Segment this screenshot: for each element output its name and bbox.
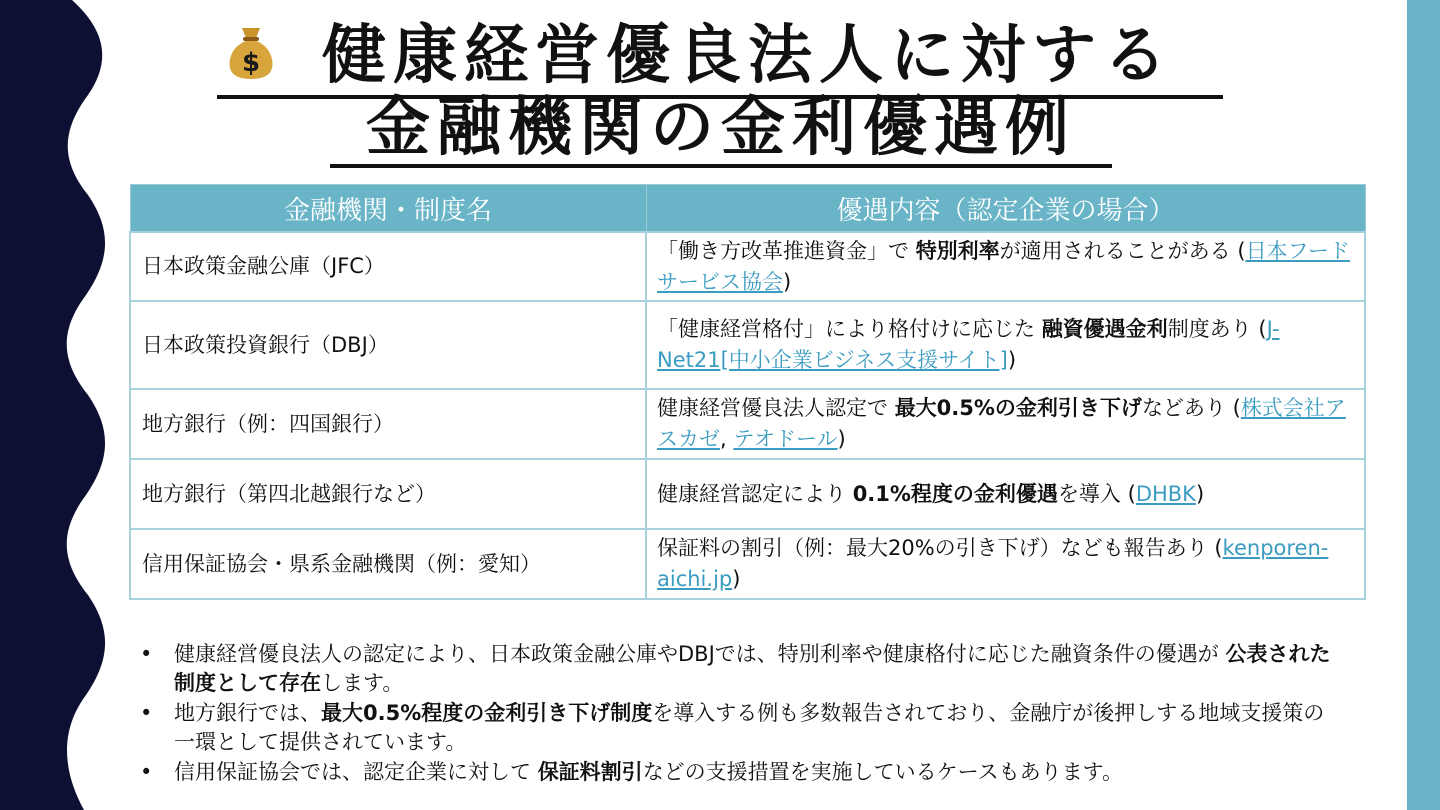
bullet-dot-icon: • xyxy=(140,760,153,784)
right-accent-bar xyxy=(1407,0,1440,810)
text-run: などの支援措置を実施しているケースもあります。 xyxy=(642,760,1123,784)
title-line-2 xyxy=(330,91,1112,168)
benefit-cell xyxy=(646,459,1365,529)
text-run: 信用保証協会では、認定企業に対して xyxy=(174,760,538,784)
text-run: ) xyxy=(783,269,792,294)
source-link[interactable]: 株式会社アスカゼ xyxy=(657,396,1346,451)
table-row xyxy=(130,459,1365,529)
table-row xyxy=(130,529,1365,599)
title-line-2-text: 金融機関の金利優遇例 xyxy=(366,91,1076,165)
text-run: , xyxy=(720,427,734,451)
wavy-navy-border xyxy=(0,0,110,810)
emphasis-text: 保証料割引 xyxy=(537,760,643,784)
money-bag-icon xyxy=(226,22,276,80)
table-row xyxy=(130,389,1365,459)
text-run: などあり ( xyxy=(1141,396,1241,420)
header-benefit: 優遇内容（認定企業の場合） xyxy=(646,185,1365,233)
bullet-item xyxy=(140,640,1340,698)
text-run: ) xyxy=(1195,481,1205,506)
institution-cell: 地方銀行（例：四国銀行） xyxy=(130,389,646,459)
table-row xyxy=(130,232,1365,301)
text-run: 「働き方改革推進資金」で xyxy=(657,238,916,263)
text-run: 地方銀行では、 xyxy=(174,701,321,725)
table-row xyxy=(130,301,1365,389)
emphasis-text: 公表された制度として存在 xyxy=(174,642,1331,695)
text-run: が適用されることがある ( xyxy=(999,238,1246,263)
benefit-cell xyxy=(646,389,1365,459)
source-link[interactable]: DHBK xyxy=(1135,481,1196,506)
bullet-dot-icon: • xyxy=(140,701,153,725)
table-header-row xyxy=(130,185,1365,233)
text-run: を導入 ( xyxy=(1057,481,1136,506)
summary-bullet-list xyxy=(140,640,1340,788)
benefit-cell xyxy=(646,529,1365,599)
emphasis-text: 最大0.5%程度の金利引き下げ制度 xyxy=(321,701,653,725)
source-link[interactable]: kenporen-aichi.jp xyxy=(657,536,1329,591)
bank-rates-table xyxy=(129,184,1366,600)
title-line-1-text: 健康経営優良法人に対する xyxy=(322,19,1174,93)
institution-cell: 地方銀行（第四北越銀行など） xyxy=(130,459,646,529)
source-link[interactable]: 日本フードサービス協会 xyxy=(657,238,1350,294)
text-run: 健康経営優良法人認定で xyxy=(657,396,895,420)
benefit-cell xyxy=(646,301,1365,389)
title-line-1 xyxy=(217,20,1223,99)
header-institution: 金融機関・制度名 xyxy=(130,185,646,233)
emphasis-text: 0.1%程度の金利優遇 xyxy=(852,481,1058,506)
text-run: 健康経営認定により xyxy=(657,481,853,506)
text-run: 制度あり ( xyxy=(1167,317,1267,341)
text-run: ) xyxy=(732,567,741,591)
emphasis-text: 最大0.5%の金利引き下げ xyxy=(894,396,1142,420)
emphasis-text: 融資優遇金利 xyxy=(1041,317,1168,341)
text-run: 保証料の割引（例：最大20%の引き下げ）なども報告あり ( xyxy=(657,536,1223,560)
text-run: を導入する例も多数報告されており、金融庁が後押しする地域支援策の一環として提供されています。 xyxy=(174,701,1325,754)
institution-cell: 信用保証協会・県系金融機関（例：愛知） xyxy=(130,529,646,599)
text-run: ) xyxy=(1007,348,1017,372)
source-link[interactable]: テオドール xyxy=(733,427,838,451)
benefit-cell xyxy=(646,232,1365,301)
bullet-item xyxy=(140,699,1340,757)
text-run: 「健康経営格付」により格付けに応じた xyxy=(657,317,1042,341)
text-run: 健康経営優良法人の認定により、日本政策金融公庫やDBJでは、特別利率や健康格付に応じた融資条件の優遇が xyxy=(174,642,1226,666)
emphasis-text: 特別利率 xyxy=(915,238,1000,263)
institution-cell: 日本政策金融公庫（JFC） xyxy=(130,232,646,301)
institution-cell: 日本政策投資銀行（DBJ） xyxy=(130,301,646,389)
bullet-dot-icon: • xyxy=(140,642,153,666)
source-link[interactable]: J-Net21[中小企業ビジネス支援サイト] xyxy=(657,317,1280,372)
bullet-item xyxy=(140,758,1340,787)
text-run: します。 xyxy=(321,671,404,695)
svg-text:$: $ xyxy=(241,48,261,78)
text-run: ) xyxy=(837,427,846,451)
